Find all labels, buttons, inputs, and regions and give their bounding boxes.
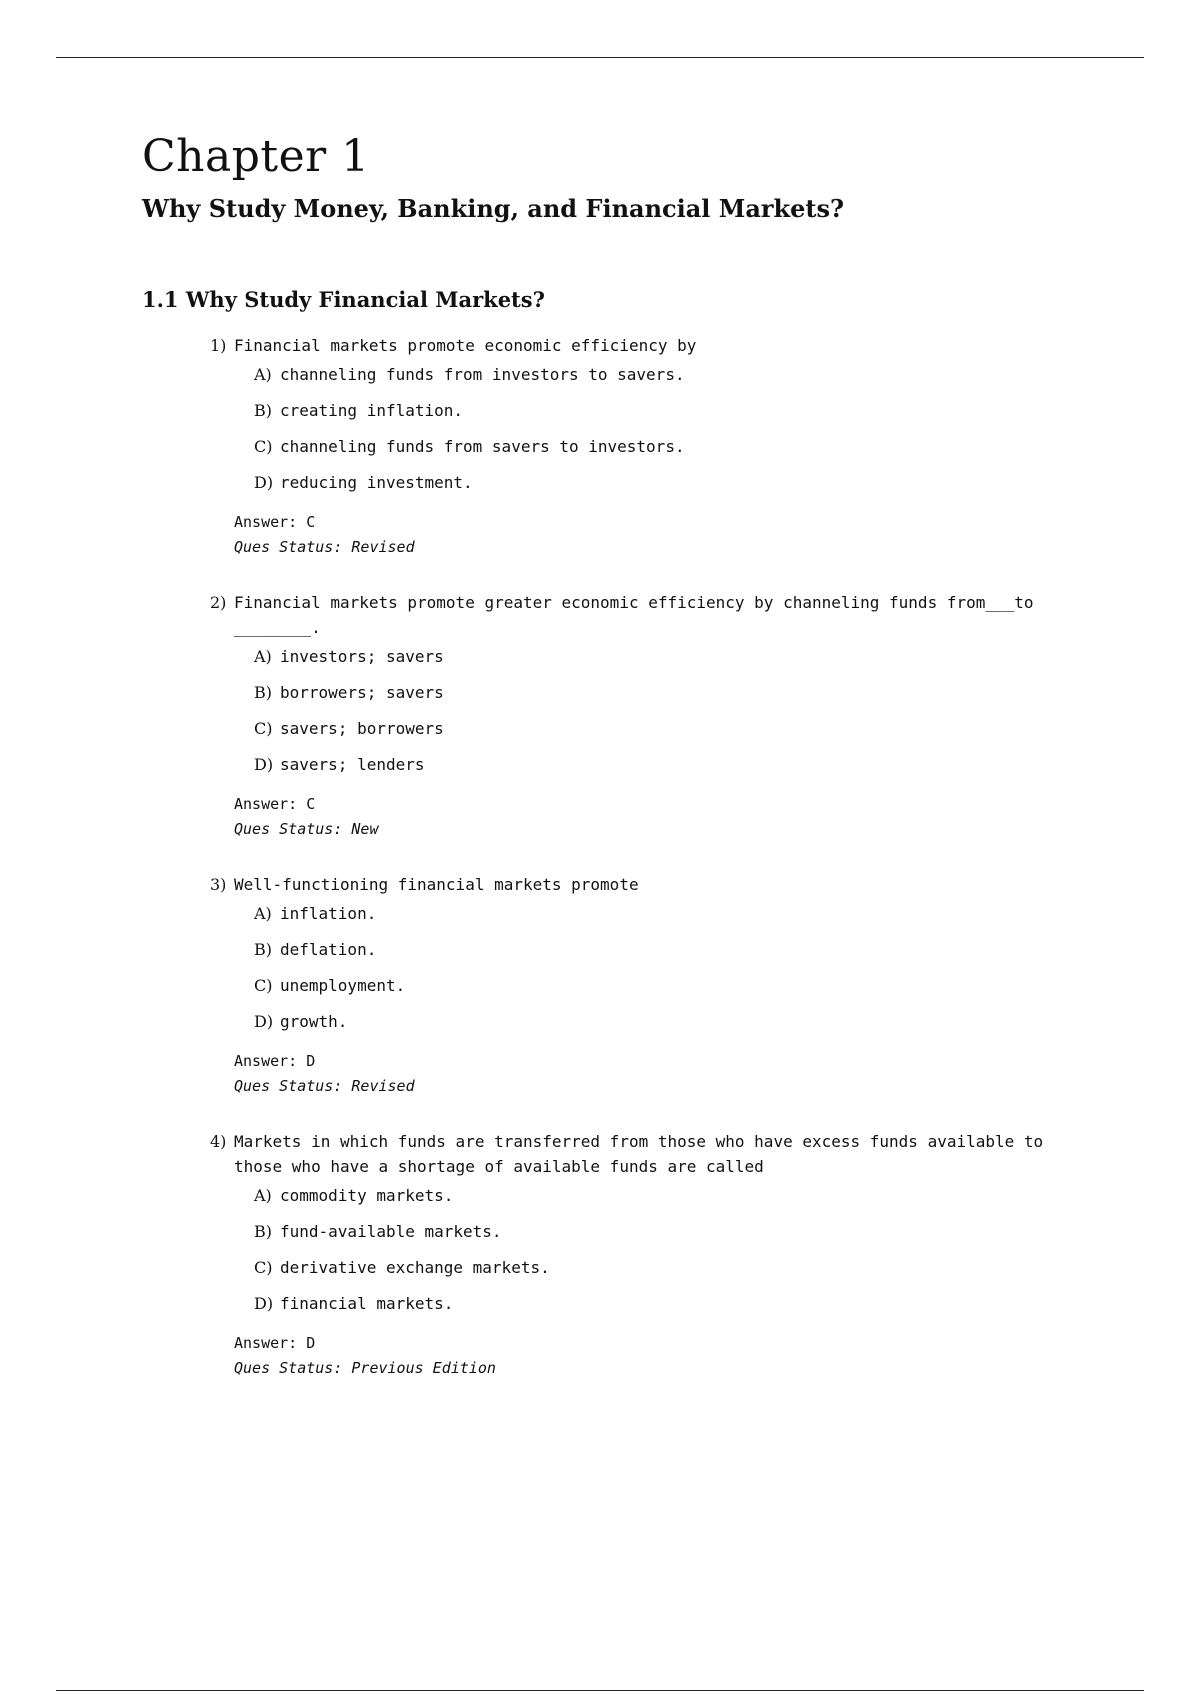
chapter-title: Chapter 1: [142, 131, 370, 182]
question-4: [210, 1129, 1090, 1381]
question-number: 2): [210, 593, 227, 613]
option-letter: A): [254, 904, 272, 924]
question-text: Markets in which funds are transferred from those who have excess funds available to those who have a shortage of available funds are called: [234, 1132, 1053, 1177]
section-title: 1.1 Why Study Financial Markets?: [142, 286, 545, 312]
question-1: [210, 333, 1090, 560]
question-stem: [210, 872, 1090, 897]
option-text: reducing investment.: [280, 473, 473, 493]
question-stem: [210, 333, 1090, 358]
option-letter: B): [254, 1222, 272, 1242]
option-letter: A): [254, 647, 272, 667]
option-list: [254, 1186, 1090, 1314]
option-letter: D): [254, 1012, 274, 1032]
option-list: [254, 647, 1090, 775]
question-status: Ques Status: Revised: [234, 1077, 415, 1096]
question-list: [210, 333, 1090, 1381]
option-c: [254, 719, 1090, 739]
question-number: 3): [210, 875, 227, 895]
question-stem: [210, 1129, 1090, 1179]
option-letter: C): [254, 1258, 273, 1278]
option-c: [254, 1258, 1090, 1278]
option-a: [254, 904, 1090, 924]
option-letter: C): [254, 719, 273, 739]
option-letter: B): [254, 401, 272, 421]
question-text: Well-functioning financial markets promote: [234, 875, 639, 895]
option-text: fund-available markets.: [280, 1222, 502, 1242]
option-a: [254, 647, 1090, 667]
option-letter: A): [254, 1186, 272, 1206]
option-d: [254, 1012, 1090, 1032]
document-body: [142, 132, 1102, 1411]
option-text: financial markets.: [280, 1294, 454, 1314]
option-letter: D): [254, 755, 274, 775]
chapter-subtitle: Why Study Money, Banking, and Financial Markets?: [142, 193, 845, 223]
question-status: Ques Status: Revised: [234, 538, 415, 557]
option-text: growth.: [280, 1012, 348, 1032]
option-text: unemployment.: [280, 976, 406, 996]
question-text: Financial markets promote greater economic efficiency by channeling funds from___to ________.: [234, 593, 1044, 638]
question-number: 1): [210, 336, 227, 356]
option-letter: D): [254, 1294, 274, 1314]
answer-block: [234, 510, 1090, 560]
option-text: borrowers; savers: [280, 683, 444, 703]
option-letter: C): [254, 437, 273, 457]
option-text: inflation.: [280, 904, 377, 924]
option-c: [254, 437, 1090, 457]
answer-line: Answer: D: [234, 1334, 316, 1353]
option-b: [254, 401, 1090, 421]
option-letter: C): [254, 976, 273, 996]
option-a: [254, 365, 1090, 385]
option-text: commodity markets.: [280, 1186, 454, 1206]
option-a: [254, 1186, 1090, 1206]
option-list: [254, 904, 1090, 1032]
answer-line: Answer: C: [234, 513, 316, 532]
answer-line: Answer: D: [234, 1052, 316, 1071]
option-b: [254, 940, 1090, 960]
option-letter: B): [254, 683, 272, 703]
answer-block: [234, 792, 1090, 842]
option-text: investors; savers: [280, 647, 444, 667]
answer-block: [234, 1049, 1090, 1099]
option-b: [254, 1222, 1090, 1242]
answer-line: Answer: C: [234, 795, 316, 814]
option-d: [254, 1294, 1090, 1314]
footer-rule: [56, 1690, 1144, 1691]
option-letter: D): [254, 473, 274, 493]
header-rule: [56, 57, 1144, 58]
option-text: channeling funds from savers to investors.: [280, 437, 685, 457]
option-text: derivative exchange markets.: [280, 1258, 550, 1278]
question-3: [210, 872, 1090, 1099]
answer-block: [234, 1331, 1090, 1381]
question-status: Ques Status: Previous Edition: [234, 1359, 496, 1378]
question-number: 4): [210, 1132, 227, 1152]
option-b: [254, 683, 1090, 703]
option-text: channeling funds from investors to savers.: [280, 365, 685, 385]
question-text: Financial markets promote economic efficiency by: [234, 336, 697, 356]
question-2: [210, 590, 1090, 842]
option-list: [254, 365, 1090, 493]
question-status: Ques Status: New: [234, 820, 379, 839]
option-d: [254, 473, 1090, 493]
option-text: creating inflation.: [280, 401, 464, 421]
option-text: savers; lenders: [280, 755, 425, 775]
option-d: [254, 755, 1090, 775]
option-text: savers; borrowers: [280, 719, 444, 739]
question-stem: [210, 590, 1090, 640]
option-letter: B): [254, 940, 272, 960]
option-letter: A): [254, 365, 272, 385]
option-c: [254, 976, 1090, 996]
option-text: deflation.: [280, 940, 377, 960]
